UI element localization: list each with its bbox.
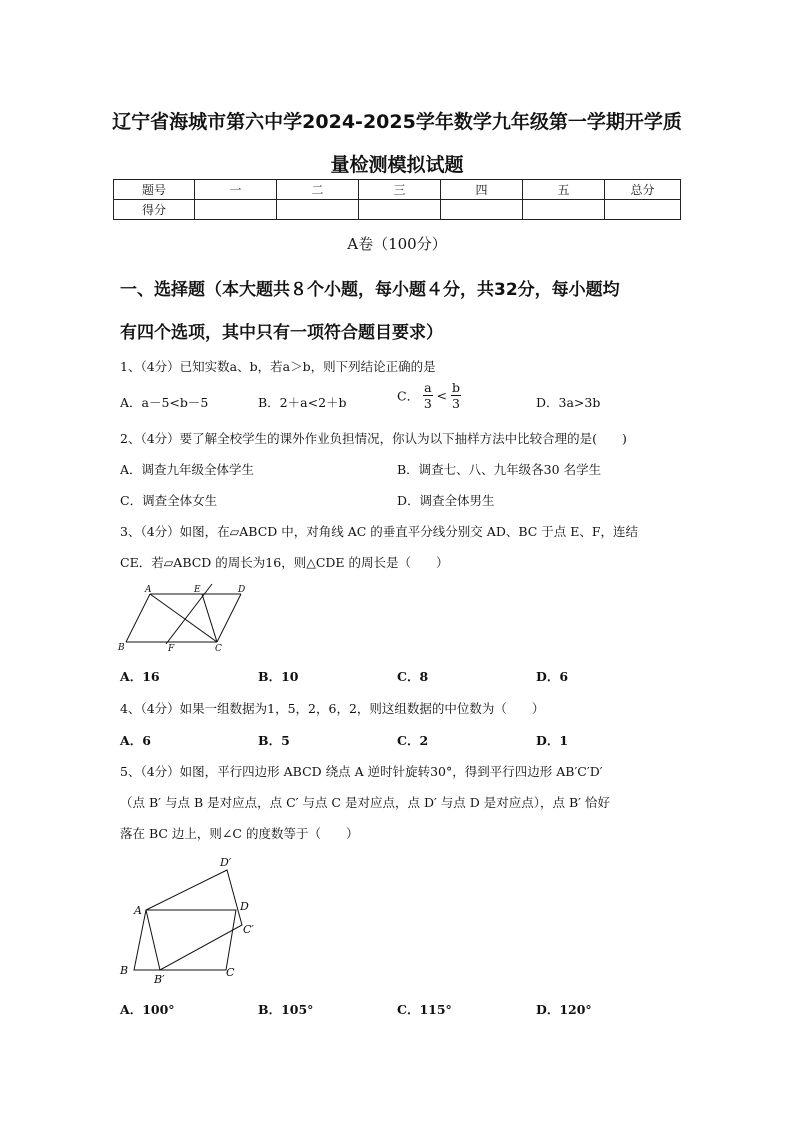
- q5-option-d: D．120°: [536, 1002, 592, 1017]
- q2-stem: 2、（4分）要了解全校学生的课外作业负担情况，你认为以下抽样方法中比较合理的是( ): [120, 431, 627, 446]
- label-c: C: [215, 644, 222, 654]
- parallelogram-abcd: [134, 910, 236, 970]
- score-cell[interactable]: [195, 200, 277, 220]
- score-table-header-row: [114, 180, 681, 200]
- q5-stem-line2: （点 B′ 与点 B 是对应点，点 C′ 与点 C 是对应点，点 D′ 与点 D 是对应点），点 B′ 恰好: [120, 795, 610, 810]
- label-a: A: [134, 904, 142, 917]
- q1-option-c: [397, 380, 461, 411]
- score-cell[interactable]: [441, 200, 523, 220]
- q3-parallelogram-figure: [114, 582, 254, 654]
- q3-stem-line2: CE．若▱ABCD 的周长为16，则△CDE 的周长是（ ）: [120, 555, 449, 570]
- section-heading-line2: 有四个选项，其中只有一项符合题目要求）: [120, 323, 443, 343]
- q3-option-d: D．6: [536, 669, 569, 684]
- page-title-line1: 辽宁省海城市第六中学2024-2025学年数学九年级第一学期开学质: [112, 111, 682, 133]
- q1-option-c-fraction-left: [423, 380, 432, 411]
- fraction-numerator: a: [424, 380, 432, 395]
- label-c: C: [226, 966, 235, 979]
- score-cell[interactable]: [359, 200, 441, 220]
- label-e: E: [194, 585, 201, 595]
- roll-title: A卷（100分）: [347, 235, 447, 253]
- perpendicular-bisector-ef: [166, 584, 212, 644]
- score-header-cell: 二: [277, 180, 359, 200]
- label-d: D: [238, 585, 246, 595]
- score-header-cell: 总分: [605, 180, 681, 200]
- q5-option-c: C．115°: [397, 1002, 452, 1017]
- score-header-cell: 一: [195, 180, 277, 200]
- score-header-cell: 四: [441, 180, 523, 200]
- edge-dc: [217, 594, 241, 642]
- q4-option-b: B．5: [258, 733, 290, 748]
- less-than-sign: <: [436, 388, 447, 403]
- page-title-line2: 量检测模拟试题: [330, 154, 464, 176]
- q1-option-c-fraction-right: [451, 380, 461, 411]
- q5-option-a: A．100°: [120, 1002, 175, 1017]
- q2-option-a: A．调查九年级全体学生: [120, 462, 255, 477]
- label-c-prime: C′: [243, 923, 254, 936]
- score-table: [113, 179, 681, 220]
- label-b: B: [120, 964, 129, 977]
- label-f: F: [168, 644, 175, 654]
- diagonal-ac: [150, 594, 217, 642]
- q1-stem: 1、（4分）已知实数a、b，若a＞b，则下列结论正确的是: [120, 359, 436, 374]
- q5-rotation-figure: [112, 850, 272, 990]
- score-row-label: 得分: [114, 200, 195, 220]
- q3-option-b: B．10: [258, 669, 299, 684]
- fraction-numerator: b: [451, 380, 460, 395]
- q1-option-d: D．3a>3b: [536, 395, 601, 410]
- fraction-denominator: 3: [423, 396, 432, 411]
- q1-option-c-label: C．: [397, 388, 420, 404]
- score-header-cell: 五: [523, 180, 605, 200]
- score-header-cell: 题号: [114, 180, 195, 200]
- fraction-denominator: 3: [452, 396, 460, 411]
- q2-option-c: C．调查全体女生: [120, 493, 218, 508]
- q4-stem: 4、（4分）如果一组数据为1，5，2，6，2，则这组数据的中位数为（ ）: [120, 701, 545, 716]
- segment-ce: [202, 594, 217, 642]
- label-a: A: [145, 585, 152, 595]
- parallelogram-ab1c1d1: [146, 870, 242, 970]
- score-cell[interactable]: [523, 200, 605, 220]
- q5-stem-line1: 5、（4分）如图，平行四边形 ABCD 绕点 A 逆时针旋转30°，得到平行四边形 AB′C′D′: [120, 764, 603, 779]
- q1-option-b: B．2＋a<2＋b: [258, 395, 347, 410]
- q4-option-c: C．2: [397, 733, 429, 748]
- q5-option-b: B．105°: [258, 1002, 314, 1017]
- q3-option-c: C．8: [397, 669, 429, 684]
- label-b-prime: B′: [154, 973, 165, 986]
- q4-option-d: D．1: [536, 733, 569, 748]
- label-d-prime: D′: [220, 856, 232, 869]
- score-cell[interactable]: [605, 200, 681, 220]
- q4-option-a: A．6: [120, 733, 151, 748]
- score-table-score-row: [114, 200, 681, 220]
- edge-ab: [126, 594, 150, 642]
- score-header-cell: 三: [359, 180, 441, 200]
- q2-option-b: B．调查七、八、九年级各30 名学生: [397, 462, 602, 477]
- q1-option-a: A．a－5<b－5: [120, 395, 209, 410]
- score-cell[interactable]: [277, 200, 359, 220]
- label-b: B: [118, 643, 125, 653]
- label-d: D: [240, 900, 249, 913]
- q3-stem-line1: 3、（4分）如图，在▱ABCD 中，对角线 AC 的垂直平分线分别交 AD、BC 于点 E、F，连结: [120, 524, 639, 539]
- q3-option-a: A．16: [120, 669, 160, 684]
- q5-stem-line3: 落在 BC 边上，则∠C 的度数等于（ ）: [120, 826, 359, 841]
- section-heading-line1: 一、选择题（本大题共８个小题，每小题４分，共32分，每小题均: [120, 280, 620, 300]
- q2-option-d: D．调查全体男生: [397, 493, 495, 508]
